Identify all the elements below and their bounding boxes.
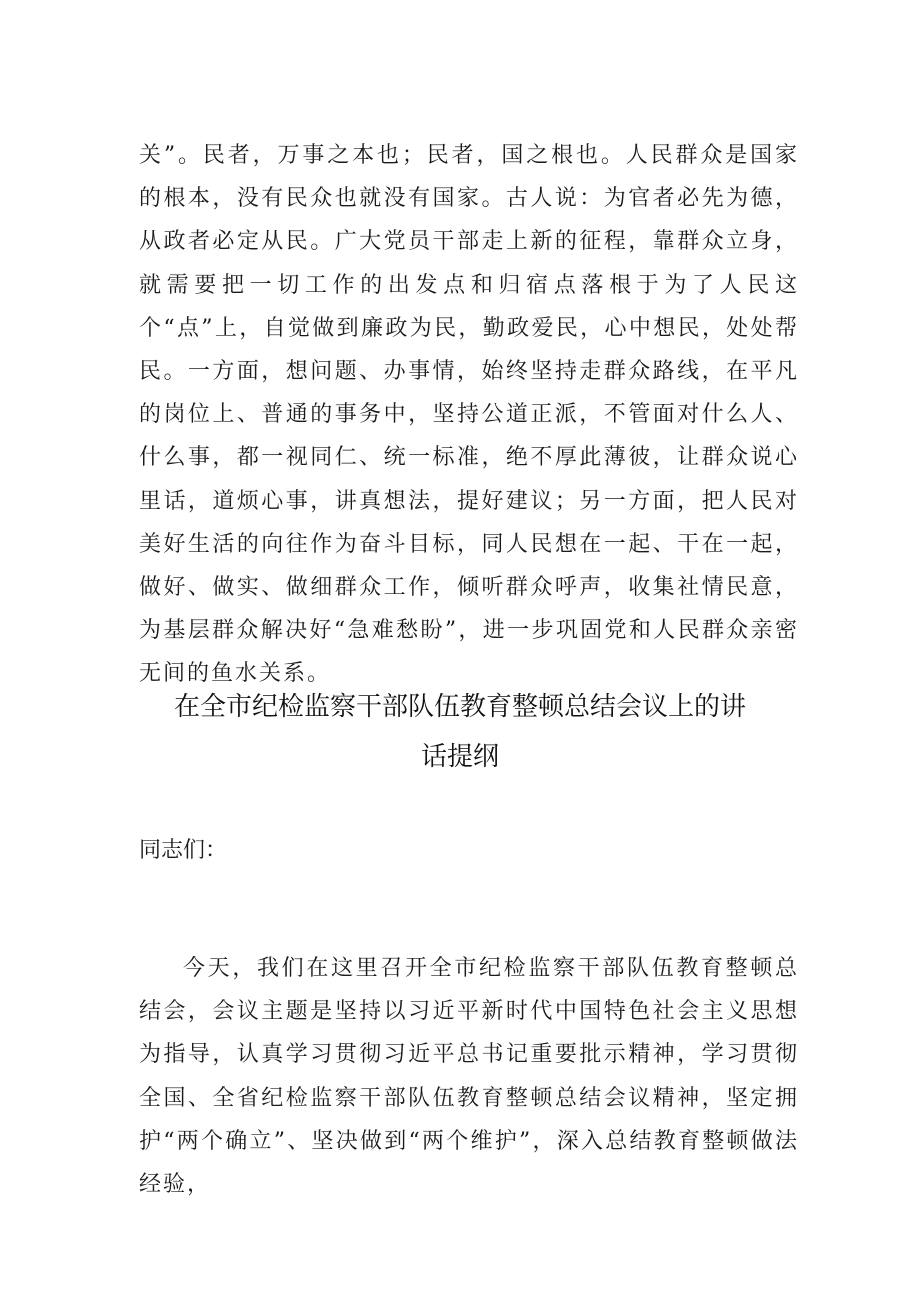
title-line-2: 话提纲 <box>420 742 499 772</box>
body-paragraph-1: 关”。民者，万事之本也；民者，国之根也。人民群众是国家的根本，没有民众也就没有国家。古人说：为官者必先为德，从政者必定从民。广大党员干部走上新的征程，靠群众立身，就需要把一切工作的出发点和归宿点落根于为了人民这个“点”上，自觉做到廉政为民，勤政爱民，心中想民，处处帮民。一方面，想问题、办事情，始终坚持走群众路线，在平凡的岗位上、普通的事务中，坚持公道正派，不管面对什么人、什么事，都一视同仁、统一标准，绝不厚此薄彼，让群众说心里话，道烦心事，讲真想法，提好建议；另一方面，把人民对美好生活的向往作为奋斗目标，同人民想在一起、干在一起，做好、做实、做细群众工作，倾听群众呼声，收集社情民意，为基层群众解决好“急难愁盼”，进一步巩固党和人民群众亲密无间的鱼水关系。 <box>139 143 799 687</box>
salutation: 同志们： <box>139 838 228 863</box>
body-paragraph-2: 今天，我们在这里召开全市纪检监察干部队伍教育整顿总结会，会议主题是坚持以习近平新时代中国特色社会主义思想为指导，认真学习贯彻习近平总书记重要批示精神，学习贯彻全国、全省纪检监察干部队伍教育整顿总结会议精神，坚定拥护“两个确立”、坚决做到“两个维护”，深入总结教育整顿做法经验， <box>139 956 799 1198</box>
document-title <box>140 682 780 782</box>
title-line-1: 在全市纪检监察干部队伍教育整顿总结会议上的讲 <box>173 692 746 722</box>
